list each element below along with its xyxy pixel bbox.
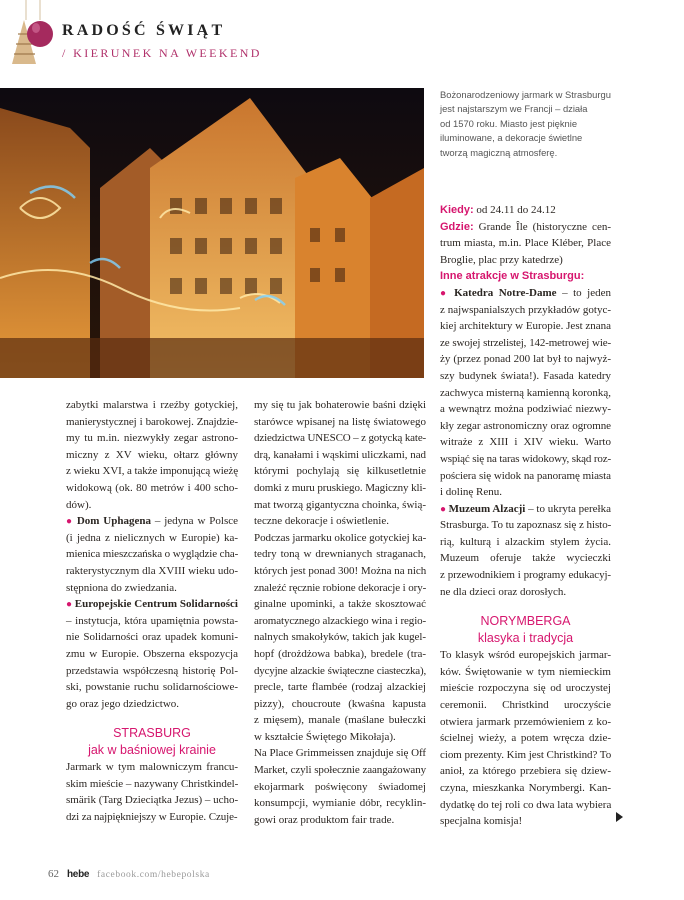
line-text: Na Place Grimmeissen znajduje się Off bbox=[254, 747, 426, 760]
line-text: dów). bbox=[66, 498, 92, 511]
continue-arrow-icon bbox=[616, 812, 623, 822]
line-text: zmu w Europie. Obszerna ekspozycja bbox=[66, 647, 238, 660]
section-subtitle: / KIERUNEK NA WEEKEND bbox=[62, 46, 262, 60]
text-line bbox=[440, 664, 611, 681]
text-line bbox=[254, 480, 426, 497]
line-text: ne dla dzieci oraz dorosłych. bbox=[440, 585, 567, 598]
paragraph bbox=[440, 647, 611, 830]
line-text: z przewodnikiem i programy edukacyj- bbox=[440, 569, 611, 582]
label: Inne atrakcje w Strasburgu: bbox=[440, 270, 585, 283]
line-text: przedstawia współczesną historię Pol- bbox=[66, 664, 238, 677]
line-text: gowi oraz produktom fair trade. bbox=[254, 813, 395, 826]
text-line bbox=[254, 414, 426, 431]
line-text: manierystycznej i barokowej. Znajdzie- bbox=[66, 415, 238, 428]
line-text: To klasyk wśród europejskich jarmar- bbox=[440, 649, 611, 662]
line-text: Podczas jarmarku okolice gotyckiej ka- bbox=[254, 531, 427, 544]
line-text: kły zegar astronomiczny oraz ogromne bbox=[440, 419, 611, 432]
text-line bbox=[440, 550, 611, 567]
line-text: (i jedna z nielicznych w Europie) ka- bbox=[66, 531, 238, 544]
text-line bbox=[66, 776, 238, 793]
line-text: Jarmark w tym malowniczym francu- bbox=[66, 761, 238, 774]
strasbourg-market-photo bbox=[0, 88, 424, 378]
text-line bbox=[440, 202, 611, 219]
line-text: mieście rozpoczyna się od uroczystej bbox=[440, 682, 611, 695]
line-text: szy budynek świata!). Fasada katedry bbox=[440, 369, 611, 382]
spacer bbox=[66, 712, 238, 725]
line-text: ścielnej wieży, a potem wręcza dzie- bbox=[440, 732, 611, 745]
line-text: – to jeden bbox=[556, 286, 611, 299]
text-line bbox=[440, 714, 611, 731]
text-line bbox=[254, 629, 426, 646]
line-text: my się tu jak bohaterowie baśni dzięki bbox=[254, 399, 426, 411]
bullet-item bbox=[66, 513, 238, 596]
text-line bbox=[440, 730, 611, 747]
text-line bbox=[254, 463, 426, 480]
text-line bbox=[66, 513, 238, 530]
caption-line: Bożonarodzeniowy jarmark w Strasburgu bbox=[440, 89, 611, 100]
label: Kiedy: bbox=[440, 204, 474, 216]
line-text: widokową (ok. 80 metrów i 400 scho- bbox=[66, 481, 238, 494]
text-line bbox=[66, 629, 238, 646]
text-line bbox=[66, 679, 238, 696]
line-text: skim mieście – nazywany Christkindel- bbox=[66, 777, 239, 790]
brand-logo: hebe bbox=[67, 869, 90, 880]
label: Gdzie: bbox=[440, 220, 474, 233]
text-line bbox=[66, 792, 238, 809]
text-line bbox=[440, 797, 611, 814]
heading-title: NORYMBERGA bbox=[480, 614, 571, 629]
paragraph bbox=[254, 530, 426, 746]
line-text: rią, kulturą i alzackim stylem życia. bbox=[440, 535, 611, 548]
line-text: ginalne upominki, a także skosztować bbox=[254, 598, 426, 611]
text-line bbox=[254, 596, 426, 613]
line-text: smärik (Targ Dzieciątka Jezus) – ucho- bbox=[66, 794, 239, 807]
christmas-ornament-icon bbox=[6, 0, 56, 68]
text-column-left bbox=[66, 397, 238, 826]
heading-subtitle: jak w baśniowej krainie bbox=[88, 743, 216, 758]
bullet-lead: Dom Uphagena bbox=[76, 515, 151, 528]
line-text: my tu m.in. niezwykły zegar astrono- bbox=[66, 432, 238, 445]
text-line bbox=[254, 646, 426, 663]
text-line bbox=[254, 430, 426, 447]
text-line bbox=[66, 546, 238, 563]
text-line bbox=[254, 663, 426, 680]
heading-subtitle: klasyka i tradycja bbox=[477, 631, 574, 646]
paragraph bbox=[254, 397, 426, 530]
line-text: dydatkę do tej roli co dwa lata wybiera bbox=[440, 798, 612, 811]
text-line bbox=[254, 530, 426, 547]
line-text: Market, czyli społecznie zaangażowany bbox=[254, 764, 426, 777]
line-text: a wewnątrz można podziwiać niezwy- bbox=[440, 403, 611, 416]
text-line bbox=[440, 501, 611, 518]
line-text: ekojarmark poświęcony świadomej bbox=[254, 780, 426, 793]
text-line bbox=[66, 596, 238, 613]
text-line bbox=[254, 812, 426, 829]
text-line bbox=[440, 584, 611, 601]
bullet-lead: Katedra Notre-Dame bbox=[454, 286, 557, 299]
line-text: anioł, za którego przebiera się dziew- bbox=[440, 765, 611, 778]
text-line bbox=[254, 762, 426, 779]
text-line bbox=[440, 451, 611, 468]
line-text: – jedyna w Polsce bbox=[150, 515, 238, 528]
text-line bbox=[440, 385, 611, 402]
line-text: ży (przez ponad 200 lat był to najwyż- bbox=[440, 353, 611, 366]
line-text: mienica mieszczańska o wyglądzie cha- bbox=[66, 548, 239, 561]
section-title: RADOŚĆ ŚWIĄT bbox=[62, 22, 226, 39]
paragraph bbox=[66, 759, 238, 825]
text-line bbox=[440, 534, 611, 551]
text-line bbox=[254, 729, 426, 746]
text-line bbox=[440, 763, 611, 780]
text-line bbox=[66, 563, 238, 580]
text-column-middle bbox=[254, 397, 426, 828]
caption-line: jest najstarszym we Francji – działa bbox=[440, 103, 588, 115]
text-line bbox=[440, 302, 611, 319]
bullet-item bbox=[440, 501, 611, 601]
text-line bbox=[254, 795, 426, 812]
text-line bbox=[254, 745, 426, 762]
line-text: znaleźć ręcznie robione dekoracje i ory- bbox=[254, 581, 427, 594]
spacer bbox=[440, 600, 611, 613]
page-footer bbox=[48, 868, 210, 880]
line-text: aromatycznego alzackiego wina i regio- bbox=[254, 614, 427, 627]
line-text: rakterystycznym dla XVIII wieku udo- bbox=[66, 564, 238, 577]
line-text: – to ukryta perełka bbox=[525, 502, 611, 515]
text-line bbox=[254, 546, 426, 563]
line-text: domki z muru pruskiego. Magiczny kli- bbox=[254, 481, 426, 494]
line-text: go oraz jego dziedzictwo. bbox=[66, 697, 180, 710]
line-text: Strasburga. To tu zapoznasz się z histo- bbox=[440, 519, 612, 532]
facebook-link[interactable]: facebook.com/hebepolska bbox=[97, 870, 210, 880]
line-text: dycyjne alzackie świąteczne ciasteczka), bbox=[254, 664, 426, 677]
text-line bbox=[440, 647, 611, 664]
text-line bbox=[66, 414, 238, 431]
bullet-dot-icon: ● bbox=[66, 599, 75, 611]
text-line bbox=[66, 463, 238, 480]
line-text: z mięsem), manale (maślane bułeczki bbox=[254, 714, 426, 727]
text-line bbox=[254, 447, 426, 464]
caption-line: tworzą magiczną atmosferę. bbox=[440, 146, 558, 158]
line-text: stępniona do zwiedzania. bbox=[66, 581, 177, 594]
text-line bbox=[254, 679, 426, 696]
text-line bbox=[440, 335, 611, 352]
line-text: zabytki malarstwa i rzeźby gotyckiej, bbox=[66, 399, 238, 411]
line-text: kiej architektury w Europie. Jest znana bbox=[440, 320, 612, 333]
line-text: w kształcie Świętego Mikołaja). bbox=[254, 730, 396, 743]
line-text: tedry toną w drewnianych straganach, bbox=[254, 548, 426, 561]
section-heading bbox=[66, 725, 238, 759]
line-text: z wieku XVI, a także imponującą wieżę bbox=[66, 465, 238, 478]
line-text: ków. Świętowanie w tym niemieckim bbox=[440, 665, 611, 678]
text-line bbox=[440, 484, 611, 501]
photo-caption bbox=[440, 88, 612, 160]
text-line bbox=[66, 530, 238, 547]
line-text: konsumpcji, wymianie dóbr, recyklin- bbox=[254, 797, 426, 810]
text-line bbox=[66, 613, 238, 630]
text-line bbox=[254, 613, 426, 630]
line-text: Muzeum oferuje także wycieczki bbox=[440, 552, 611, 565]
line-text: ze swojej strzelistej, 142-metrowej wie- bbox=[440, 336, 611, 349]
text-line bbox=[254, 696, 426, 713]
text-line bbox=[66, 447, 238, 464]
text-line bbox=[66, 663, 238, 680]
heading-title: STRASBURG bbox=[113, 726, 191, 741]
line-text: pizzy), choucroute (kwaśna kapusta bbox=[254, 697, 426, 710]
text-line bbox=[254, 779, 426, 796]
line-text: specjalna komisja! bbox=[440, 815, 523, 828]
text-line bbox=[440, 780, 611, 797]
line-text: dziedzictwa UNESCO – z gotycką kate- bbox=[254, 432, 427, 445]
text-line bbox=[440, 697, 611, 714]
line-text: nalnych smakołyków, takich jak kugel- bbox=[254, 631, 426, 644]
text-line bbox=[66, 430, 238, 447]
paragraph bbox=[440, 219, 611, 269]
line-text: otwiera jarmark przemówieniem z ko- bbox=[440, 715, 611, 728]
line-text: starówce wpisanej na listę światowego bbox=[254, 415, 426, 428]
line-text: i dolinę Renu. bbox=[440, 486, 503, 499]
text-line bbox=[254, 563, 426, 580]
line-text: miczny z XV wieku, ołtarz główny bbox=[66, 448, 238, 461]
text-line bbox=[440, 434, 611, 451]
line-text: którymi pochylają się kilkusetletnie bbox=[254, 465, 426, 478]
text-line bbox=[254, 580, 426, 597]
section-heading bbox=[440, 613, 611, 647]
text-line bbox=[440, 418, 611, 435]
line-text: nie Solidarności oraz upadek komuni- bbox=[66, 631, 238, 644]
text-line bbox=[254, 397, 426, 414]
text-line bbox=[440, 401, 611, 418]
line-text: witraże z XIII i XIV wieku. Warto bbox=[440, 436, 611, 449]
line-text: teczne dekoracje i oświetlenie. bbox=[254, 515, 389, 528]
text-line bbox=[66, 580, 238, 597]
line-text: drą, kanałami i wąskimi uliczkami, nad bbox=[254, 448, 426, 461]
bullet-item bbox=[440, 285, 611, 501]
text-line bbox=[66, 809, 238, 826]
paragraph bbox=[254, 745, 426, 828]
text-line bbox=[440, 285, 611, 302]
line-text: z najwspanialszych przykładów gotyc- bbox=[440, 303, 611, 316]
line-text: hopf (drożdżowa babka), bredele (tra- bbox=[254, 647, 426, 660]
bullet-lead: Europejskie Centrum Solidarności bbox=[74, 598, 238, 611]
line-text: ceremonii. Christkind uroczyście bbox=[440, 699, 611, 712]
bullet-dot-icon: ● bbox=[440, 503, 449, 515]
bullet-dot-icon: ● bbox=[66, 516, 77, 528]
text-line bbox=[440, 813, 611, 830]
caption-line: od 1570 roku. Miasto jest pięknie bbox=[440, 117, 578, 129]
paragraph bbox=[66, 397, 238, 513]
text-line bbox=[66, 397, 238, 414]
page-number: 62 bbox=[48, 868, 59, 880]
text-column-right bbox=[440, 202, 611, 830]
bullet-dot-icon: ● bbox=[440, 287, 455, 299]
bullet-lead: Muzeum Alzacji bbox=[448, 502, 526, 515]
label-line bbox=[440, 268, 611, 285]
text-line bbox=[440, 517, 611, 534]
text-line bbox=[66, 759, 238, 776]
line-text: zachwyca misterną kamienną koronką, bbox=[440, 386, 612, 399]
text-line bbox=[66, 480, 238, 497]
line-text: dzi za najpiękniejszy w Europie. Czuje- bbox=[66, 811, 238, 824]
line-text: trum miasta, m.in. Place Kléber, Place bbox=[440, 237, 611, 250]
line-text: pościera się widok na panoramę miasta bbox=[440, 469, 611, 482]
text-line bbox=[440, 351, 611, 368]
line-text: precle, tarte flambée (rodzaj alzackiej bbox=[254, 681, 426, 694]
bullet-item bbox=[66, 596, 238, 712]
line-text: których jest ponad 300! Można na nich bbox=[254, 564, 427, 577]
text-line bbox=[440, 252, 611, 269]
text-line bbox=[66, 497, 238, 514]
line-text: mat tworzą gigantyczna choinka, świą- bbox=[254, 498, 426, 511]
text-line bbox=[66, 696, 238, 713]
text-line bbox=[440, 368, 611, 385]
text-line bbox=[254, 497, 426, 514]
paragraph bbox=[440, 202, 611, 219]
text-line bbox=[440, 318, 611, 335]
text-line bbox=[66, 646, 238, 663]
line-text: – instytucja, która upamiętnia powsta- bbox=[66, 614, 238, 627]
line-text: ciom prezenty. Kim jest Christkind? To bbox=[440, 748, 612, 761]
text-line bbox=[440, 680, 611, 697]
text-line bbox=[440, 468, 611, 485]
text-line bbox=[440, 567, 611, 584]
caption-line: iluminowane, a dekoracje świetlne bbox=[440, 132, 583, 144]
text-line bbox=[440, 747, 611, 764]
line-text: ski, powstanie ruchu solidarnościowe- bbox=[66, 681, 238, 694]
line-text: Grande Île (historyczne cen- bbox=[473, 220, 611, 233]
text-line bbox=[254, 513, 426, 530]
line-text: od 24.11 do 24.12 bbox=[473, 204, 556, 216]
line-text: wspiąć się na taras widokowy, skąd roz- bbox=[440, 452, 611, 465]
text-line bbox=[440, 219, 611, 236]
line-text: Broglie, plac przy katedrze) bbox=[440, 253, 563, 266]
line-text: czyna, mieszkanka Norymbergi. Kan- bbox=[440, 782, 611, 794]
text-line bbox=[254, 712, 426, 729]
text-line bbox=[440, 235, 611, 252]
